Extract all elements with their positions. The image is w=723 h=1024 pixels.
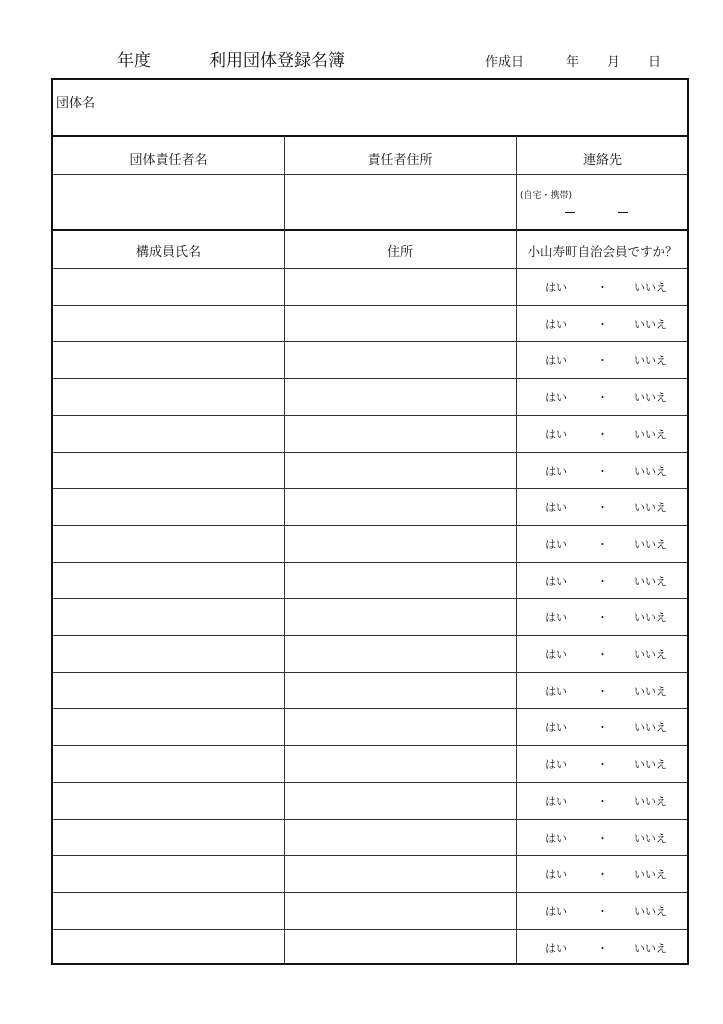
answer-no-option[interactable]: いいえ xyxy=(634,391,667,404)
member-name-field[interactable] xyxy=(53,563,284,598)
member-address-field[interactable] xyxy=(285,746,516,781)
member-address-field[interactable] xyxy=(285,893,516,928)
answer-no-option[interactable]: いいえ xyxy=(634,942,667,955)
page-title: 利用団体登録名簿 xyxy=(209,51,345,71)
answer-yes-option[interactable]: はい xyxy=(545,832,567,845)
table-row xyxy=(53,305,689,342)
table-row xyxy=(53,782,689,819)
table-row xyxy=(53,745,689,782)
table-row xyxy=(53,855,689,892)
answer-separator: ・ xyxy=(597,391,608,404)
member-address-field[interactable] xyxy=(285,783,516,818)
table-row xyxy=(53,341,689,378)
member-name-field[interactable] xyxy=(53,306,284,341)
answer-yes-option[interactable]: はい xyxy=(545,318,567,331)
answer-separator: ・ xyxy=(597,685,608,698)
answer-no-option[interactable]: いいえ xyxy=(634,428,667,441)
divider xyxy=(53,135,687,137)
table-row xyxy=(53,268,689,305)
table-row xyxy=(53,488,689,525)
answer-separator: ・ xyxy=(597,721,608,734)
table-row xyxy=(53,929,689,966)
answer-separator: ・ xyxy=(597,611,608,624)
answer-yes-option[interactable]: はい xyxy=(545,868,567,881)
answer-no-option[interactable]: いいえ xyxy=(634,868,667,881)
answer-separator: ・ xyxy=(597,758,608,771)
answer-separator: ・ xyxy=(597,942,608,955)
answer-no-option[interactable]: いいえ xyxy=(634,832,667,845)
member-name-field[interactable] xyxy=(53,489,284,524)
answer-yes-option[interactable]: はい xyxy=(545,281,567,294)
member-address-field[interactable] xyxy=(285,673,516,708)
answer-yes-option[interactable]: はい xyxy=(545,538,567,551)
member-name-field[interactable] xyxy=(53,416,284,451)
table-row xyxy=(53,672,689,709)
contact-field[interactable] xyxy=(517,175,689,229)
created-date-label: 作成日 xyxy=(485,55,525,70)
date-day-label: 日 xyxy=(648,55,662,70)
answer-yes-option[interactable]: はい xyxy=(545,465,567,478)
member-name-field[interactable] xyxy=(53,673,284,708)
answer-separator: ・ xyxy=(597,832,608,845)
table-row xyxy=(53,525,689,562)
answer-yes-option[interactable]: はい xyxy=(545,758,567,771)
member-address-header: 住所 xyxy=(386,245,413,260)
registration-form xyxy=(51,78,689,965)
answer-separator: ・ xyxy=(597,648,608,661)
table-row xyxy=(53,708,689,745)
answer-separator: ・ xyxy=(597,795,608,808)
member-address-field[interactable] xyxy=(285,416,516,451)
answer-yes-option[interactable]: はい xyxy=(545,428,567,441)
member-name-field[interactable] xyxy=(53,856,284,891)
answer-separator: ・ xyxy=(597,465,608,478)
member-name-header: 構成員氏名 xyxy=(135,245,201,260)
answer-no-option[interactable]: いいえ xyxy=(634,721,667,734)
member-address-field[interactable] xyxy=(285,379,516,414)
member-address-field[interactable] xyxy=(285,526,516,561)
contact-note: (自宅・携帯) xyxy=(520,191,573,201)
answer-separator: ・ xyxy=(597,905,608,918)
table-row xyxy=(53,452,689,489)
date-year-label: 年 xyxy=(566,55,580,70)
answer-yes-option[interactable]: はい xyxy=(545,648,567,661)
table-row xyxy=(53,598,689,635)
answer-yes-option[interactable]: はい xyxy=(545,795,567,808)
answer-yes-option[interactable]: はい xyxy=(545,575,567,588)
member-name-field[interactable] xyxy=(53,599,284,634)
answer-separator: ・ xyxy=(597,318,608,331)
answer-yes-option[interactable]: はい xyxy=(545,905,567,918)
answer-no-option[interactable]: いいえ xyxy=(634,905,667,918)
answer-separator: ・ xyxy=(597,501,608,514)
member-address-field[interactable] xyxy=(285,599,516,634)
answer-yes-option[interactable]: はい xyxy=(545,685,567,698)
member-name-field[interactable] xyxy=(53,636,284,671)
answer-separator: ・ xyxy=(597,868,608,881)
answer-no-option[interactable]: いいえ xyxy=(634,318,667,331)
answer-separator: ・ xyxy=(597,354,608,367)
answer-no-option[interactable]: いいえ xyxy=(634,501,667,514)
member-address-field[interactable] xyxy=(285,856,516,891)
contact-header: 連絡先 xyxy=(582,153,622,168)
answer-yes-option[interactable]: はい xyxy=(545,354,567,367)
table-row xyxy=(53,562,689,599)
member-name-field[interactable] xyxy=(53,526,284,561)
answer-yes-option[interactable]: はい xyxy=(545,721,567,734)
answer-separator: ・ xyxy=(597,538,608,551)
member-address-field[interactable] xyxy=(285,820,516,855)
resident-question-header: 小山寿町自治会員ですか？ xyxy=(527,244,678,259)
member-name-field[interactable] xyxy=(53,342,284,377)
answer-no-option[interactable]: いいえ xyxy=(634,795,667,808)
group-name-field[interactable] xyxy=(113,84,683,134)
answer-separator: ・ xyxy=(597,281,608,294)
member-name-field[interactable] xyxy=(53,893,284,928)
member-address-field[interactable] xyxy=(285,453,516,488)
answer-yes-option[interactable]: はい xyxy=(545,942,567,955)
table-row xyxy=(53,378,689,415)
responsible-address-header: 責任者住所 xyxy=(367,153,433,168)
member-name-field[interactable] xyxy=(53,269,284,304)
member-name-field[interactable] xyxy=(53,820,284,855)
member-address-field[interactable] xyxy=(285,306,516,341)
member-address-field[interactable] xyxy=(285,636,516,671)
member-address-field[interactable] xyxy=(285,709,516,744)
answer-no-option[interactable]: いいえ xyxy=(634,685,667,698)
member-address-field[interactable] xyxy=(285,930,516,965)
answer-no-option[interactable]: いいえ xyxy=(634,354,667,367)
fiscal-year-label: 年度 xyxy=(117,51,151,71)
answer-yes-option[interactable]: はい xyxy=(545,611,567,624)
table-row xyxy=(53,415,689,452)
answer-separator: ・ xyxy=(597,575,608,588)
answer-no-option[interactable]: いいえ xyxy=(634,575,667,588)
member-name-field[interactable] xyxy=(53,709,284,744)
answer-no-option[interactable]: いいえ xyxy=(634,465,667,478)
member-address-field[interactable] xyxy=(285,563,516,598)
table-row xyxy=(53,635,689,672)
member-name-field[interactable] xyxy=(53,930,284,965)
answer-no-option[interactable]: いいえ xyxy=(634,648,667,661)
member-name-field[interactable] xyxy=(53,746,284,781)
answer-no-option[interactable]: いいえ xyxy=(634,758,667,771)
responsible-address-field[interactable] xyxy=(285,175,516,229)
member-address-field[interactable] xyxy=(285,342,516,377)
divider xyxy=(53,229,687,231)
answer-separator: ・ xyxy=(597,428,608,441)
group-name-label: 団体名 xyxy=(56,96,96,111)
answer-yes-option[interactable]: はい xyxy=(545,391,567,404)
member-address-field[interactable] xyxy=(285,489,516,524)
date-month-label: 月 xyxy=(607,55,621,70)
answer-yes-option[interactable]: はい xyxy=(545,501,567,514)
table-row xyxy=(53,819,689,856)
member-name-field[interactable] xyxy=(53,783,284,818)
answer-no-option[interactable]: いいえ xyxy=(634,538,667,551)
member-address-field[interactable] xyxy=(285,269,516,304)
member-name-field[interactable] xyxy=(53,379,284,414)
responsible-name-header: 団体責任者名 xyxy=(129,153,208,168)
table-row xyxy=(53,892,689,929)
answer-no-option[interactable]: いいえ xyxy=(634,281,667,294)
answer-no-option[interactable]: いいえ xyxy=(634,611,667,624)
member-name-field[interactable] xyxy=(53,453,284,488)
responsible-name-field[interactable] xyxy=(53,175,284,229)
